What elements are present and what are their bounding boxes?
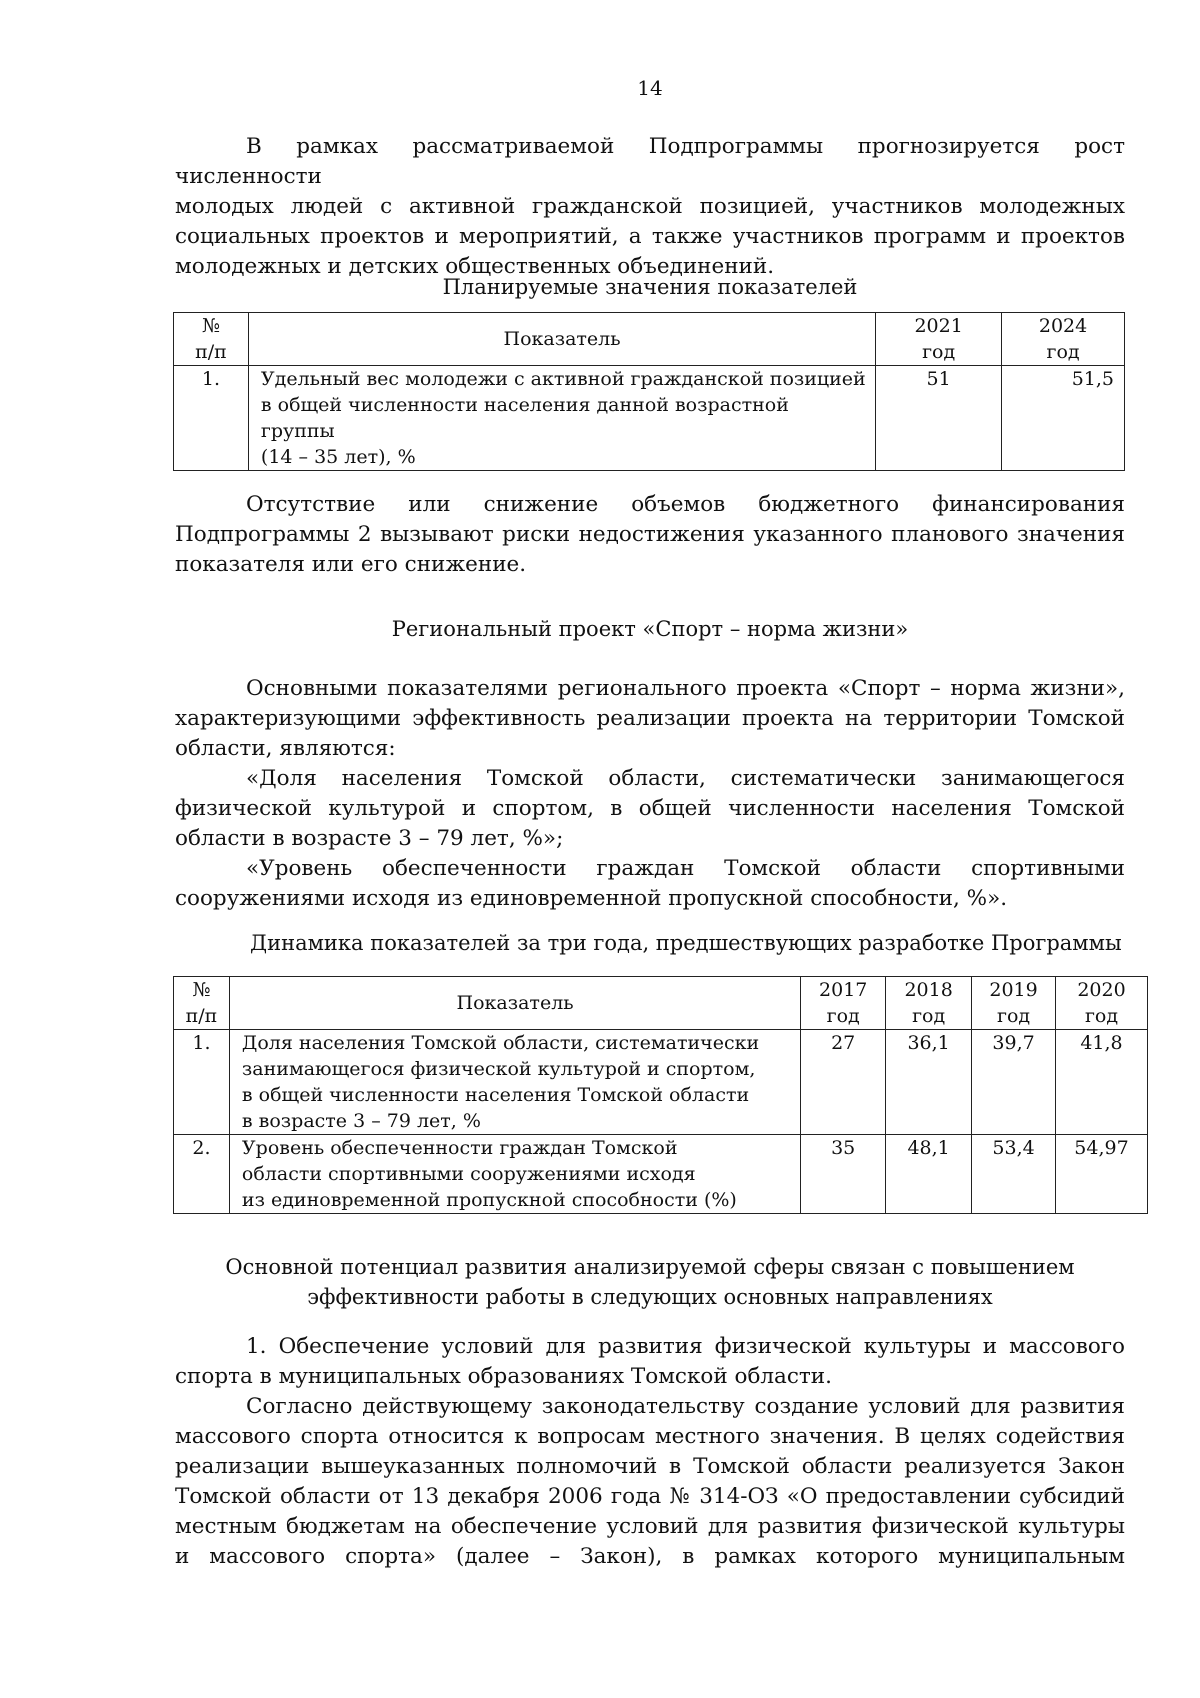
section-title: Региональный проект «Спорт – норма жизни» (391, 617, 909, 641)
row-value-2019: 39,7 (972, 1030, 1056, 1135)
paragraph-direction-1 (175, 1332, 1125, 1392)
paragraph-intro (175, 132, 1125, 282)
paragraph-law (175, 1392, 1125, 1572)
text-line: Отсутствие или снижение объемов бюджетного финансирования (246, 492, 1125, 517)
potential-heading: Основной потенциал развития анализируемой сферы связан с повышением эффективности работы в следующих основных направлениях (225, 1255, 1075, 1309)
row-indicator: Уровень обеспеченности граждан Томской области спортивными сооружениями исходя из единовременной пропускной способности (%) (229, 1135, 800, 1214)
text-line: области в возрасте 3 – 79 лет, %»; (175, 826, 564, 851)
text-line: Основными показателями регионального проекта «Спорт – норма жизни», (246, 676, 1125, 701)
header-year-2024: 2024 год (1002, 313, 1125, 366)
text-line: «Доля населения Томской области, систематически занимающегося (246, 766, 1125, 791)
paragraph-quote-1 (175, 764, 1125, 854)
paragraph-risks (175, 490, 1125, 580)
row-indicator: Доля населения Томской области, систематически занимающегося физической культурой и спортом, в общей численности населения Томской области в возрасте 3 – 79 лет, % (229, 1030, 800, 1135)
row-value-2019: 53,4 (972, 1135, 1056, 1214)
header-num: № п/п (174, 977, 230, 1030)
table-row (174, 1135, 1148, 1214)
text-line: и массового спорта» (далее – Закон), в рамках которого муниципальным (175, 1544, 1125, 1569)
header-year-2017: 2017 год (801, 977, 886, 1030)
row-num: 1. (174, 1030, 230, 1135)
text-line: В рамках рассматриваемой Подпрограммы прогнозируется рост численности (175, 134, 1125, 189)
header-year-2021: 2021 год (876, 313, 1002, 366)
page-number: 14 (637, 76, 663, 100)
row-value-2017: 27 (801, 1030, 886, 1135)
table-header-row (174, 313, 1125, 366)
header-indicator: Показатель (248, 313, 875, 366)
table2-title: Динамика показателей за три года, предшествующих разработке Программы (250, 931, 1122, 955)
row-value-2024: 51,5 (1002, 366, 1125, 471)
header-year-2019: 2019 год (972, 977, 1056, 1030)
header-indicator: Показатель (229, 977, 800, 1030)
text-line: местным бюджетам на обеспечение условий для развития физической культуры (175, 1514, 1125, 1539)
text-line: сооружениями исходя из единовременной пропускной способности, %». (175, 886, 1008, 911)
text-line: социальных проектов и мероприятий, а также участников программ и проектов (175, 224, 1125, 249)
planned-values-table (173, 312, 1125, 471)
text-line: Подпрограммы 2 вызывают риски недостижения указанного планового значения (175, 522, 1125, 547)
row-indicator: Удельный вес молодежи с активной гражданской позицией в общей численности населения данной возрастной группы (14 – 35 лет), % (248, 366, 875, 471)
text-line: области, являются: (175, 736, 396, 761)
text-line: молодых людей с активной гражданской позицией, участников молодежных (175, 194, 1125, 219)
table-row (174, 366, 1125, 471)
row-num: 1. (174, 366, 249, 471)
table1-title: Планируемые значения показателей (442, 275, 858, 299)
header-num: № п/п (174, 313, 249, 366)
paragraph-indicators (175, 674, 1125, 764)
text-line: Согласно действующему законодательству создание условий для развития (246, 1394, 1125, 1419)
text-line: Томской области от 13 декабря 2006 года № 314-ОЗ «О предоставлении субсидий (175, 1484, 1125, 1509)
row-num: 2. (174, 1135, 230, 1214)
table-header-row (174, 977, 1148, 1030)
text-line: массового спорта относится к вопросам местного значения. В целях содействия (175, 1424, 1125, 1449)
row-value-2021: 51 (876, 366, 1002, 471)
row-value-2020: 41,8 (1056, 1030, 1148, 1135)
row-value-2020: 54,97 (1056, 1135, 1148, 1214)
table-row (174, 1030, 1148, 1135)
text-line: характеризующими эффективность реализации проекта на территории Томской (175, 706, 1125, 731)
text-line: молодежных и детских общественных объединений. (175, 254, 775, 279)
text-line: реализации вышеуказанных полномочий в Томской области реализуется Закон (175, 1454, 1125, 1479)
text-line: спорта в муниципальных образованиях Томской области. (175, 1364, 832, 1389)
text-line: «Уровень обеспеченности граждан Томской области спортивными (246, 856, 1125, 881)
text-line: физической культурой и спортом, в общей численности населения Томской (175, 796, 1125, 821)
row-value-2018: 36,1 (886, 1030, 972, 1135)
header-year-2018: 2018 год (886, 977, 972, 1030)
text-line: показателя или его снижение. (175, 552, 527, 577)
header-year-2020: 2020 год (1056, 977, 1148, 1030)
row-value-2017: 35 (801, 1135, 886, 1214)
text-line: 1. Обеспечение условий для развития физической культуры и массового (246, 1334, 1125, 1359)
row-value-2018: 48,1 (886, 1135, 972, 1214)
dynamics-table (173, 976, 1148, 1214)
paragraph-quote-2 (175, 854, 1125, 914)
